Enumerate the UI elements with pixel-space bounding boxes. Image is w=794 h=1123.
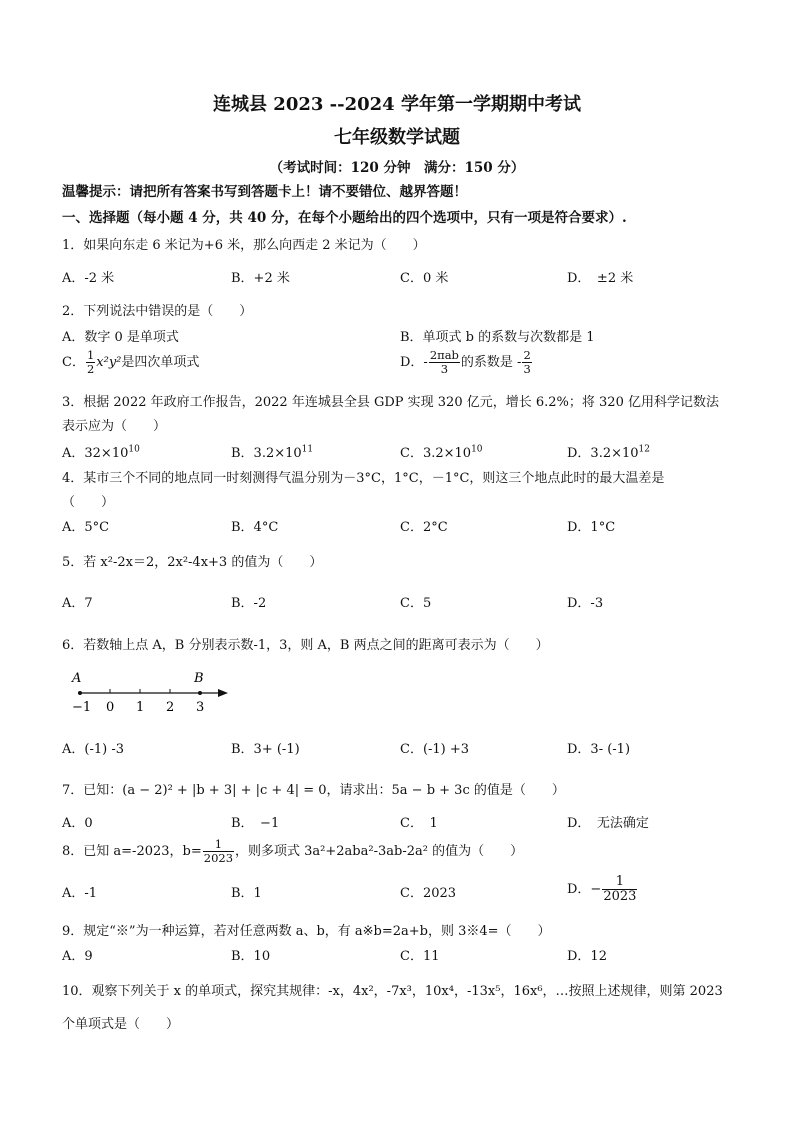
q9-stem: 9．规定“※”为一种运算，若对任意两数 a、b，有 a※b=2a+b，则 3※4=（ ） bbox=[62, 924, 551, 939]
q6-option-c: C．(-1) +3 bbox=[400, 742, 470, 757]
q3-c-exp: 10 bbox=[471, 444, 483, 455]
q8-option-c: C．2023 bbox=[400, 886, 457, 901]
q2-d-fraction-2 bbox=[522, 349, 531, 375]
q3-option-c bbox=[400, 442, 483, 461]
q2-d-frac-num: 2πab bbox=[429, 348, 459, 363]
q3-stem-line1: 3．根据 2022 年政府工作报告，2022 年连城县全县 GDP 实现 320 亿元，增长 6.2%；将 320 亿用科学记数法 bbox=[62, 395, 719, 410]
point-a-dot bbox=[78, 691, 82, 695]
q2-option-d bbox=[400, 346, 533, 380]
q7-option-d: D． 无法确定 bbox=[567, 816, 649, 831]
q2-c-frac-den: 2 bbox=[86, 362, 95, 376]
q2-c-frac-num: 1 bbox=[86, 348, 95, 363]
q3-b-text: B．3.2×10 bbox=[231, 446, 302, 461]
section-heading: 一、选择题（每小题 4 分，共 40 分，在每个小题给出的四个选项中，只有一项是符合要求）. bbox=[62, 210, 627, 226]
q8-d-frac-num: 1 bbox=[602, 875, 637, 890]
q5-option-d: D．-3 bbox=[567, 596, 604, 611]
q8-stem bbox=[62, 834, 523, 870]
exam-subtitle: 七年级数学试题 bbox=[334, 127, 460, 148]
axis-label-3: 3 bbox=[196, 700, 205, 715]
q3-d-exp: 12 bbox=[638, 444, 650, 455]
q3-option-a bbox=[62, 442, 140, 461]
q8-stem-suffix: ，则多项式 3a²+2aba²-3ab-2a² 的值为（ ） bbox=[235, 844, 524, 859]
tip-text: 温馨提示：请把所有答案书写到答题卡上！请不要错位、越界答题！ bbox=[62, 184, 467, 200]
q6-option-a: A．(-1) -3 bbox=[62, 742, 124, 757]
q2-c-prefix: C． bbox=[62, 355, 85, 370]
q2-d-mid: 的系数是 - bbox=[460, 355, 522, 370]
q1-stem: 1．如果向东走 6 米记为+6 米，那么向西走 2 米记为（ ） bbox=[62, 238, 426, 253]
q2-c-suffix: 是四次单项式 bbox=[121, 355, 200, 370]
q2-option-c bbox=[62, 346, 199, 380]
axis-label-neg1: −1 bbox=[72, 700, 92, 715]
q8-fraction bbox=[203, 838, 234, 864]
q4-stem-line1: 4．某市三个不同的地点同一时刻测得气温分别为－3°C，1°C，－1°C，则这三个地点此时的最大温差是 bbox=[62, 471, 665, 486]
q4-option-a: A．5°C bbox=[62, 520, 110, 535]
q2-c-fraction bbox=[86, 349, 95, 375]
exam-title: 连城县 2023 --2024 学年第一学期期中考试 bbox=[213, 94, 581, 115]
point-b-dot bbox=[198, 691, 202, 695]
axis-label-2: 2 bbox=[166, 700, 175, 715]
point-b-label: B bbox=[194, 671, 204, 686]
q4-option-c: C．2°C bbox=[400, 520, 448, 535]
q8-frac-den: 2023 bbox=[203, 851, 234, 865]
q4-option-b: B．4°C bbox=[231, 520, 279, 535]
q8-option-a: A．-1 bbox=[62, 886, 98, 901]
number-line-arrow bbox=[218, 689, 228, 697]
q7-stem: 7．已知：(a − 2)² + |b + 3| + |c + 4| = 0，请求出：5a − b + 3c 的值是（ ） bbox=[62, 783, 565, 798]
q2-d-frac2-den: 3 bbox=[523, 362, 531, 376]
q8-stem-prefix: 8．已知 a=-2023，b= bbox=[62, 844, 202, 859]
q6-stem: 6．若数轴上点 A，B 分别表示数-1，3，则 A，B 两点之间的距离可表示为（ ） bbox=[62, 638, 549, 653]
q7-option-c: C． 1 bbox=[400, 816, 438, 831]
q2-d-frac2-num: 2 bbox=[523, 348, 531, 363]
q5-option-a: A．7 bbox=[62, 596, 93, 611]
q8-option-d bbox=[567, 872, 638, 908]
axis-label-0: 0 bbox=[106, 700, 115, 715]
q3-c-text: C．3.2×10 bbox=[400, 446, 472, 461]
q2-d-fraction bbox=[429, 349, 460, 375]
number-line-figure bbox=[60, 666, 240, 716]
q3-a-text: A．32×10 bbox=[62, 446, 129, 461]
q9-option-a: A．9 bbox=[62, 949, 93, 964]
q2-c-expression: x²y² bbox=[96, 355, 122, 370]
q8-frac-num: 1 bbox=[203, 838, 234, 852]
q1-option-b: B．+2 米 bbox=[231, 271, 290, 286]
q8-d-prefix: D．− bbox=[567, 882, 602, 897]
q1-option-a: A．-2 米 bbox=[62, 271, 115, 286]
q2-option-a: A．数字 0 是单项式 bbox=[62, 330, 179, 345]
q3-stem-line2: 表示应为（ ） bbox=[62, 419, 167, 434]
q9-option-d: D．12 bbox=[567, 949, 607, 964]
axis-label-1: 1 bbox=[136, 700, 145, 715]
point-a-label: A bbox=[72, 671, 82, 686]
q3-option-b bbox=[231, 442, 313, 461]
q4-stem-line2: （ ） bbox=[62, 495, 115, 510]
q3-b-exp: 11 bbox=[301, 444, 314, 455]
q2-d-frac-den: 3 bbox=[440, 362, 449, 376]
q2-d-prefix: D．- bbox=[400, 355, 428, 370]
q5-stem: 5．若 x²-2x＝2，2x²-4x+3 的值为（ ） bbox=[62, 555, 323, 570]
q5-option-c: C．5 bbox=[400, 596, 432, 611]
q7-option-a: A．0 bbox=[62, 816, 93, 831]
q10-stem-line1: 10．观察下列关于 x 的单项式，探究其规律：-x，4x²，-7x³，10x⁴，-13x⁵，16x⁶，…按照上述规律，则第 2023 bbox=[62, 984, 723, 999]
q4-option-d: D．1°C bbox=[567, 520, 616, 535]
q9-option-b: B．10 bbox=[231, 949, 271, 964]
q7-option-b: B． −1 bbox=[231, 816, 280, 831]
q1-option-c: C．0 米 bbox=[400, 271, 449, 286]
q9-option-c: C．11 bbox=[400, 949, 440, 964]
q3-option-d bbox=[567, 442, 650, 461]
q5-option-b: B．-2 bbox=[231, 596, 267, 611]
q3-d-text: D．3.2×10 bbox=[567, 446, 639, 461]
q10-stem-line2: 个单项式是（ ） bbox=[62, 1017, 180, 1032]
q3-a-exp: 10 bbox=[128, 444, 140, 455]
q8-d-fraction bbox=[602, 875, 637, 905]
q8-d-frac-den: 2023 bbox=[603, 889, 637, 904]
exam-info: （考试时间：120 分钟 满分：150 分） bbox=[269, 160, 525, 176]
q6-option-b: B．3+ (-1) bbox=[231, 742, 300, 757]
q6-option-d: D．3- (-1) bbox=[567, 742, 631, 757]
q1-option-d: D． ±2 米 bbox=[567, 271, 634, 286]
q2-stem: 2．下列说法中错误的是（ ） bbox=[62, 304, 253, 319]
q8-option-b: B．1 bbox=[231, 886, 262, 901]
q2-option-b: B．单项式 b 的系数与次数都是 1 bbox=[400, 330, 595, 345]
